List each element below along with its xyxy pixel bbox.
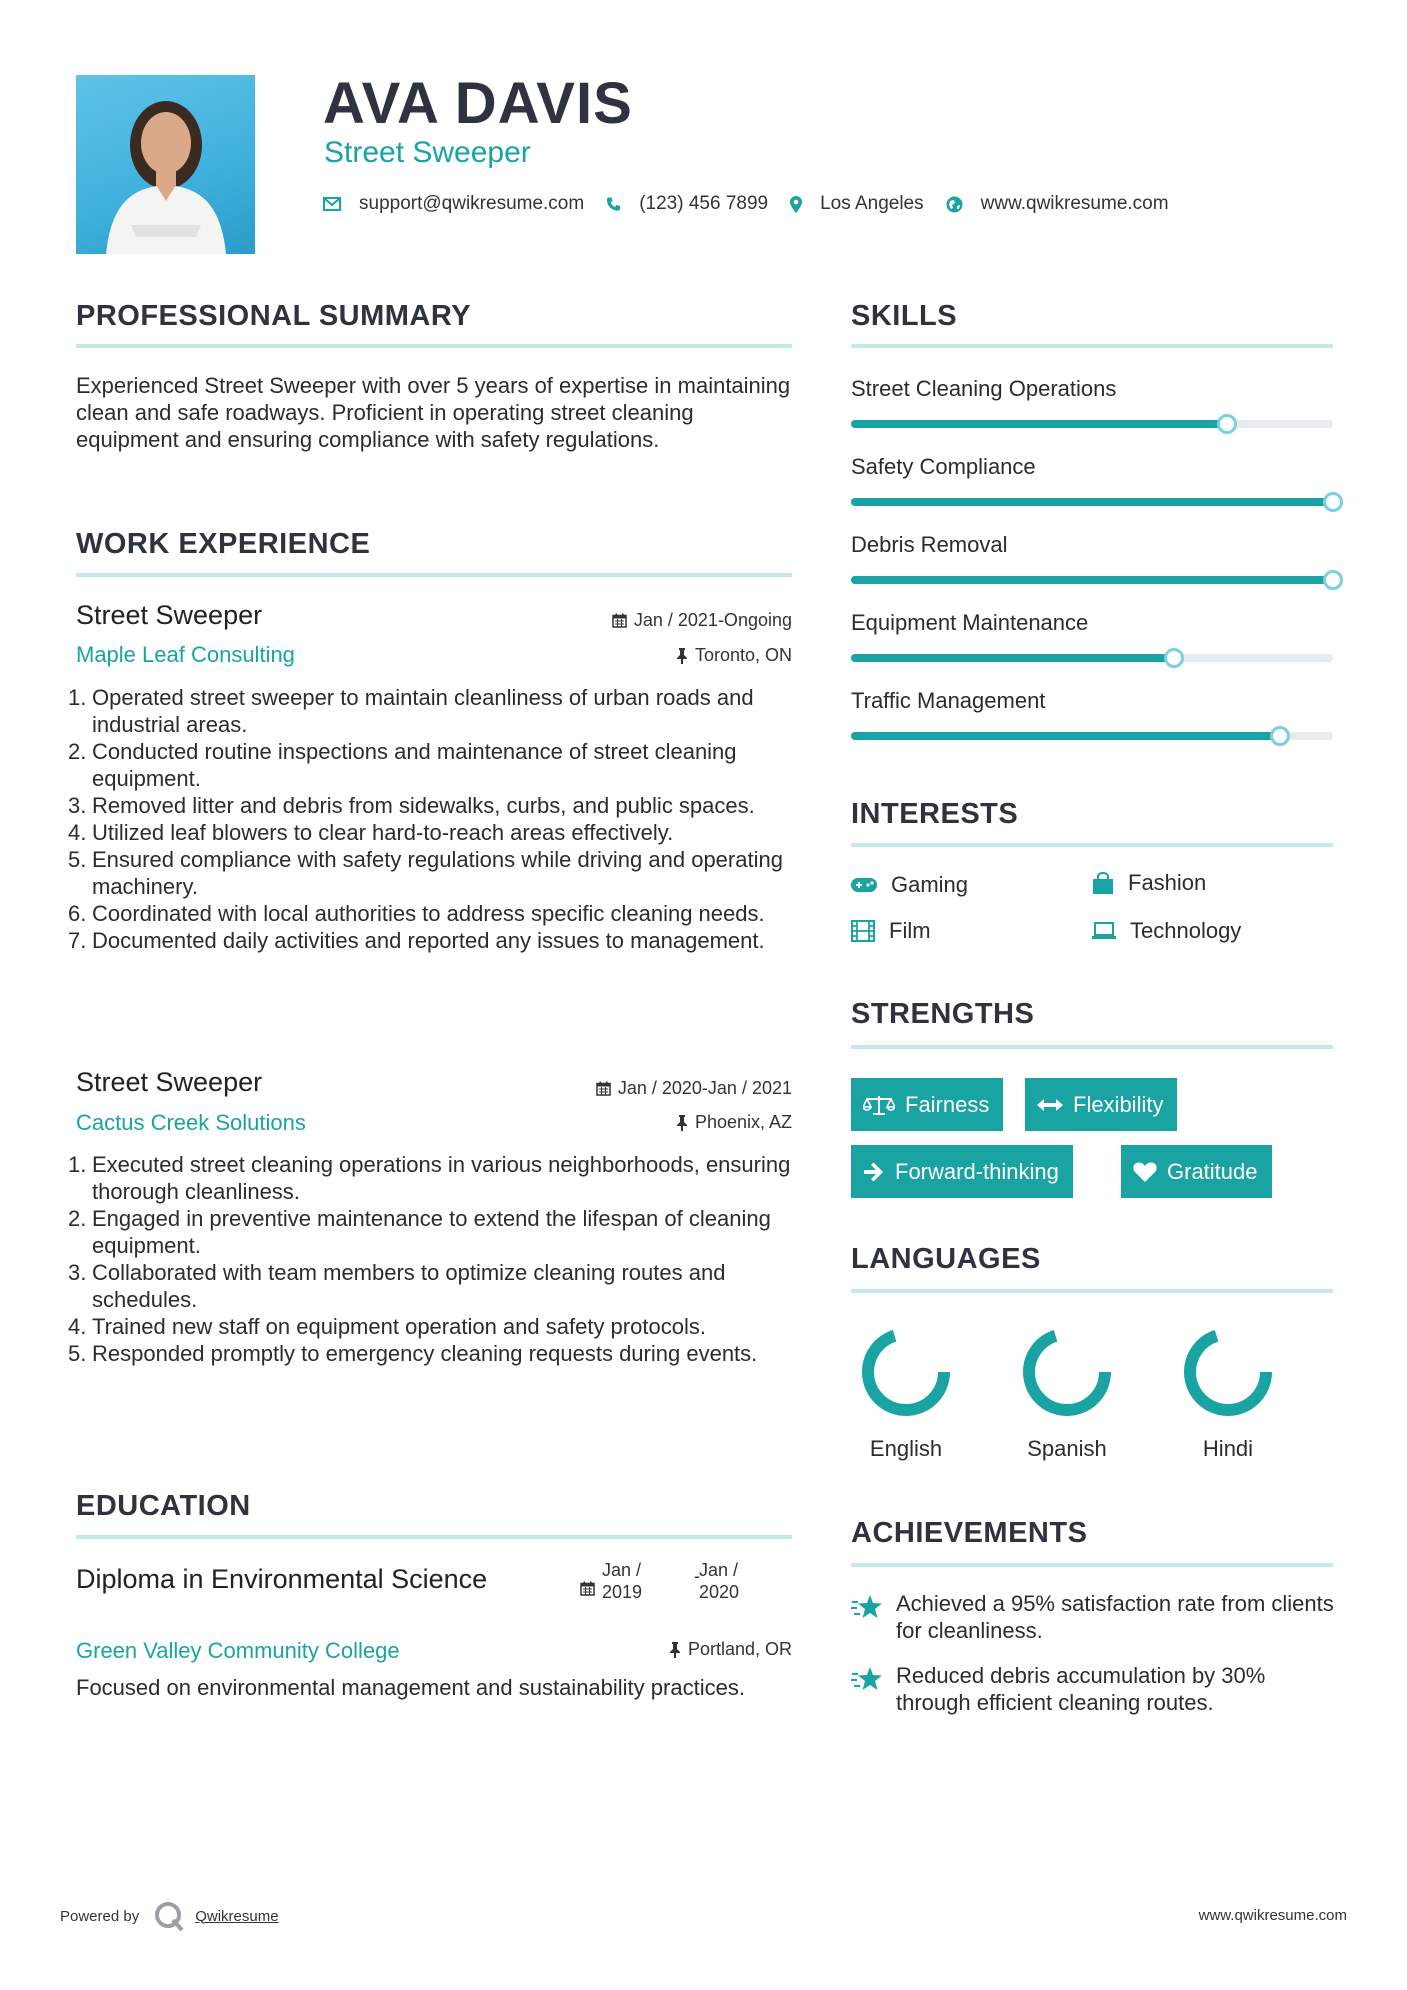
job-title: Street Sweeper bbox=[76, 600, 263, 630]
language-ring bbox=[841, 1322, 971, 1422]
list-item: 5. Responded promptly to emergency cleaning requests during events. bbox=[68, 1341, 758, 1366]
interest-fashion bbox=[1092, 870, 1206, 896]
skill-bar-track bbox=[851, 654, 1333, 662]
job-title: Street Sweeper bbox=[76, 1067, 263, 1097]
contact-email[interactable] bbox=[323, 193, 584, 215]
contact-bar bbox=[323, 193, 1191, 215]
interest-label: Film bbox=[889, 918, 931, 943]
skill-bar-track bbox=[851, 420, 1333, 428]
job-location-text: Phoenix, AZ bbox=[694, 1112, 792, 1132]
education-divider bbox=[76, 1535, 792, 1539]
skill-bar-knob bbox=[1323, 570, 1343, 590]
arrow-right-icon bbox=[863, 1162, 885, 1182]
list-item: 1. Operated street sweeper to maintain cleanliness of urban roads and industrial areas. bbox=[68, 685, 754, 737]
languages-divider bbox=[851, 1289, 1333, 1293]
skill-label: Street Cleaning Operations bbox=[851, 376, 1117, 401]
list-item: 5. Ensured compliance with safety regulations while driving and operating machinery. bbox=[68, 847, 783, 899]
job-company: Cactus Creek Solutions bbox=[76, 1110, 306, 1135]
education-heading: EDUCATION bbox=[76, 1490, 251, 1522]
summary-text: Experienced Street Sweeper with over 5 years of expertise in maintaining clean and safe roadways. Proficient in operating street cleaning equipment and ensuring compliance with safety regulations. bbox=[76, 373, 791, 452]
skill-label: Debris Removal bbox=[851, 532, 1008, 557]
skills-divider bbox=[851, 344, 1333, 348]
globe-icon bbox=[946, 196, 963, 213]
strengths-heading: STRENGTHS bbox=[851, 998, 1035, 1030]
language-level-arc bbox=[868, 1334, 944, 1410]
list-item: 2. Engaged in preventive maintenance to extend the lifespan of cleaning equipment. bbox=[68, 1206, 771, 1258]
laptop-icon bbox=[1092, 922, 1116, 940]
list-item: 1. Executed street cleaning operations in various neighborhoods, ensuring thorough cleanliness. bbox=[68, 1152, 791, 1204]
job-dates bbox=[612, 610, 792, 631]
strength-badge-gratitude bbox=[1121, 1145, 1272, 1198]
list-item: 3. Collaborated with team members to optimize cleaning routes and schedules. bbox=[68, 1260, 726, 1312]
brand-link[interactable]: Qwikresume bbox=[195, 1907, 279, 1925]
candidate-name: AVA DAVIS bbox=[323, 71, 633, 136]
shopping-bag-icon bbox=[1092, 872, 1114, 894]
education-end: Jan / 2020 bbox=[699, 1560, 740, 1602]
skill-label: Traffic Management bbox=[851, 688, 1046, 713]
calendar-icon bbox=[580, 1581, 595, 1596]
list-item: 6. Coordinated with local authorities to address specific cleaning needs. bbox=[68, 901, 765, 926]
language-level-ring bbox=[856, 1322, 956, 1422]
education-start bbox=[580, 1560, 652, 1603]
achievement-text: Achieved a 95% satisfaction rate from clients for cleanliness. bbox=[896, 1591, 1334, 1643]
strength-badge-forward-thinking bbox=[851, 1145, 1073, 1198]
experience-divider bbox=[76, 573, 792, 577]
strengths-divider bbox=[851, 1045, 1333, 1049]
calendar-icon bbox=[596, 1081, 611, 1096]
envelope-icon bbox=[323, 197, 341, 211]
skill-label: Safety Compliance bbox=[851, 454, 1036, 479]
contact-phone[interactable] bbox=[606, 193, 768, 215]
job-dates bbox=[596, 1078, 792, 1099]
phone-icon bbox=[606, 196, 621, 212]
skill-bar-fill bbox=[851, 420, 1227, 428]
achievement-item bbox=[851, 1590, 1341, 1644]
skill-bar-knob bbox=[1270, 726, 1290, 746]
language-level-arc bbox=[1029, 1334, 1105, 1410]
pushpin-icon bbox=[676, 1115, 688, 1131]
skill-bar-knob bbox=[1164, 648, 1184, 668]
candidate-title: Street Sweeper bbox=[324, 136, 531, 169]
skill-bar-knob bbox=[1323, 492, 1343, 512]
skill-bar-track bbox=[851, 576, 1333, 584]
education-location bbox=[669, 1639, 792, 1660]
heart-icon bbox=[1133, 1161, 1157, 1182]
language-ring bbox=[1163, 1322, 1293, 1422]
calendar-icon bbox=[612, 613, 627, 628]
job-dates-text: Jan / 2020-Jan / 2021 bbox=[617, 1078, 792, 1098]
skill-bar-track bbox=[851, 732, 1333, 740]
interest-film bbox=[851, 918, 931, 944]
job-company: Maple Leaf Consulting bbox=[76, 642, 295, 667]
job-dates-text: Jan / 2021-Ongoing bbox=[633, 610, 792, 630]
skill-bar-fill bbox=[851, 654, 1174, 662]
powered-by-text: Powered by bbox=[60, 1907, 140, 1925]
strength-badge-flexibility bbox=[1025, 1078, 1177, 1131]
list-item: 4. Trained new staff on equipment operation and safety protocols. bbox=[68, 1314, 706, 1339]
achievement-item bbox=[851, 1662, 1341, 1716]
list-item: 3. Removed litter and debris from sidewalks, curbs, and public spaces. bbox=[68, 793, 755, 818]
languages-heading: LANGUAGES bbox=[851, 1243, 1041, 1275]
balance-scale-icon bbox=[863, 1094, 895, 1116]
skill-bar-track bbox=[851, 498, 1333, 506]
achievements-divider bbox=[851, 1563, 1333, 1567]
contact-location bbox=[790, 193, 924, 215]
interest-technology bbox=[1092, 918, 1241, 944]
language-ring bbox=[1002, 1322, 1132, 1422]
film-icon bbox=[851, 920, 875, 942]
strength-badge-fairness bbox=[851, 1078, 1003, 1131]
contact-email-text: support@qwikresume.com bbox=[359, 193, 585, 214]
footer-powered-by bbox=[60, 1900, 279, 1932]
job-location-text: Toronto, ON bbox=[694, 645, 792, 665]
degree-title: Diploma in Environmental Science bbox=[76, 1564, 488, 1594]
map-pin-icon bbox=[790, 196, 802, 213]
skill-bar-fill bbox=[851, 732, 1280, 740]
job-bullet-list bbox=[68, 1151, 800, 1367]
interest-gaming bbox=[851, 872, 968, 898]
qwikresume-logo-icon bbox=[153, 1900, 185, 1932]
arrows-horizontal-icon bbox=[1037, 1098, 1063, 1112]
person-portrait-icon bbox=[76, 75, 255, 254]
job-location bbox=[676, 1112, 792, 1133]
language-level-ring bbox=[1178, 1322, 1278, 1422]
interest-label: Gaming bbox=[891, 872, 969, 897]
summary-heading: PROFESSIONAL SUMMARY bbox=[76, 300, 472, 332]
profile-photo bbox=[76, 75, 255, 254]
interest-label: Technology bbox=[1130, 918, 1242, 943]
interests-divider bbox=[851, 843, 1333, 847]
language-level-arc bbox=[1190, 1334, 1266, 1410]
language-label: English bbox=[869, 1436, 943, 1461]
skills-heading: SKILLS bbox=[851, 300, 958, 332]
strength-label: Gratitude bbox=[1167, 1158, 1258, 1184]
education-description: Focused on environmental management and sustainability practices. bbox=[76, 1675, 745, 1700]
list-item: 4. Utilized leaf blowers to clear hard-to-reach areas effectively. bbox=[68, 820, 674, 845]
education-start-text: Jan / 2019 bbox=[602, 1560, 643, 1602]
language-label: Spanish bbox=[1027, 1436, 1107, 1461]
list-item: 7. Documented daily activities and reported any issues to management. bbox=[68, 928, 765, 953]
achievements-heading: ACHIEVEMENTS bbox=[851, 1517, 1088, 1549]
strength-label: Forward-thinking bbox=[895, 1158, 1059, 1184]
summary-divider bbox=[76, 344, 792, 348]
skill-bar-knob bbox=[1217, 414, 1237, 434]
skill-bar-fill bbox=[851, 498, 1333, 506]
footer-url[interactable]: www.qwikresume.com bbox=[1198, 1907, 1347, 1924]
contact-location-text: Los Angeles bbox=[820, 193, 924, 214]
pushpin-icon bbox=[669, 1642, 681, 1658]
education-location-text: Portland, OR bbox=[687, 1639, 792, 1659]
experience-heading: WORK EXPERIENCE bbox=[76, 528, 371, 560]
language-level-ring bbox=[1017, 1322, 1117, 1422]
job-bullet-list bbox=[68, 684, 800, 954]
strength-label: Fairness bbox=[905, 1091, 990, 1117]
skill-bar-fill bbox=[851, 576, 1333, 584]
shooting-star-icon bbox=[851, 1666, 883, 1692]
list-item: 2. Conducted routine inspections and maintenance of street cleaning equipment. bbox=[68, 739, 737, 791]
shooting-star-icon bbox=[851, 1594, 883, 1620]
education-dash: - bbox=[694, 1566, 700, 1586]
skill-label: Equipment Maintenance bbox=[851, 610, 1089, 635]
language-label: Hindi bbox=[1202, 1436, 1254, 1461]
achievement-text: Reduced debris accumulation by 30% through efficient cleaning routes. bbox=[896, 1663, 1266, 1715]
interest-label: Fashion bbox=[1128, 870, 1207, 895]
contact-website[interactable] bbox=[946, 193, 1169, 215]
contact-website-text: www.qwikresume.com bbox=[980, 193, 1169, 214]
gamepad-icon bbox=[851, 877, 877, 893]
strength-label: Flexibility bbox=[1073, 1091, 1164, 1117]
pushpin-icon bbox=[676, 648, 688, 664]
contact-phone-text: (123) 456 7899 bbox=[639, 193, 769, 214]
school-name: Green Valley Community College bbox=[76, 1638, 400, 1663]
interests-heading: INTERESTS bbox=[851, 798, 1019, 830]
job-location bbox=[676, 645, 792, 666]
